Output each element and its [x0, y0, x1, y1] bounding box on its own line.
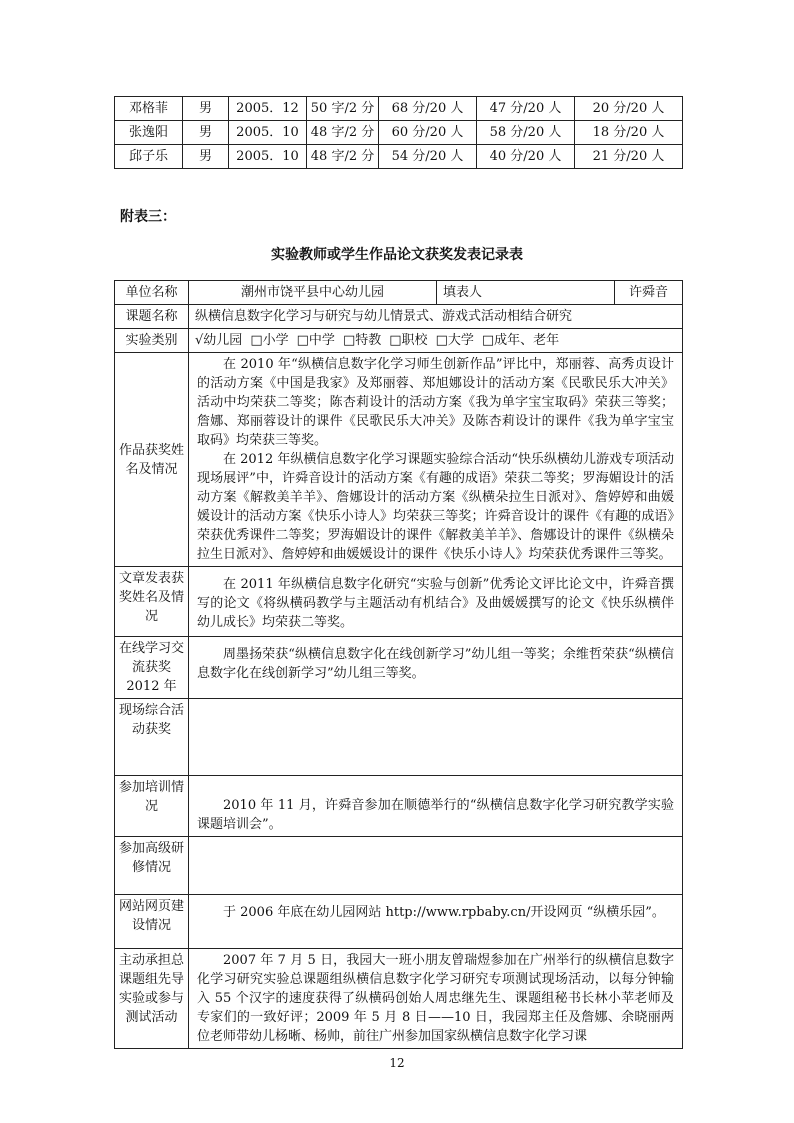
checkbox-icon: □	[481, 333, 495, 348]
works-paragraph-2: 在 2012 年纵横信息数字化学习课题实验综合活动“快乐纵横幼儿游戏专项活动现场展评”中，许舜音设计的活动方案《有趣的成语》荣获二等奖；罗海媚设计的活动方案《解救美羊羊》、詹娜设计的活动方案《纵横朵拉生日派对》、詹婷婷和曲媛媛设计的活动方案《快乐小诗人》均荣获三等奖；许舜音设计的课件《有趣的成语》荣获优秀课件二等奖；罗海媚设计的课件《解救美羊羊》、詹娜设计的课件《纵横朵拉生日派对》、詹婷婷和曲媛媛设计的课件《快乐小诗人》均荣获优秀课件三等奖。	[197, 452, 674, 562]
article-content	[189, 567, 683, 637]
table-cell: 邱子乐	[115, 145, 183, 169]
website-content	[189, 895, 683, 949]
online-paragraph: 周墨扬荣获“纵横信息数字化在线创新学习”幼儿组一等奖；余维哲荣获“纵横信息数字化在线创新学习”幼儿组三等奖。	[197, 647, 674, 681]
appendix-label: 附表三：	[120, 209, 176, 225]
table-cell: 48 字/2 分	[307, 121, 379, 145]
article-paragraph: 在 2011 年纵横信息数字化研究“实验与创新”优秀论文评比论文中，许舜音撰写的论文《将纵横码教学与主题活动有机结合》及曲媛媛撰写的论文《快乐纵横伴幼儿成长》均荣获二等奖。	[197, 577, 674, 630]
filler-label: 填表人	[437, 281, 615, 305]
table-row	[115, 949, 683, 1049]
table-row	[115, 567, 683, 637]
page-number: 12	[389, 1056, 405, 1070]
category-option	[482, 333, 559, 348]
filler-value: 许舜音	[615, 281, 683, 305]
table-cell: 54 分/20 人	[379, 145, 477, 169]
table-cell: 40 分/20 人	[477, 145, 575, 169]
checkbox-icon: □	[435, 333, 448, 348]
topic-value: 纵横信息数字化学习与研究与幼儿情景式、游戏式活动相结合研究	[189, 305, 683, 329]
category-option-label: 特教	[355, 333, 382, 348]
table-row	[115, 353, 683, 567]
active-label: 主动承担总课题组先导实验或参与测试活动	[115, 949, 189, 1049]
website-paragraph: 于 2006 年底在幼儿园网站 http://www.rpbaby.cn/开设网页 “纵横乐园”。	[223, 905, 665, 920]
table-cell: 50 字/2 分	[307, 97, 379, 121]
article-label: 文章发表获奖姓名及情况	[115, 567, 189, 637]
table-row	[115, 699, 683, 776]
category-option	[389, 333, 427, 348]
checkbox-icon: □	[296, 333, 309, 348]
category-option	[297, 333, 335, 348]
onsite-label: 现场综合活动获奖	[115, 699, 189, 776]
website-label: 网站网页建设情况	[115, 895, 189, 949]
table-title: 实验教师或学生作品论文获奖发表记录表	[271, 247, 523, 263]
category-option	[250, 333, 288, 348]
checkbox-icon: □	[389, 333, 402, 348]
table-cell: 2005．12	[229, 97, 307, 121]
category-option-label: 成年、老年	[494, 333, 560, 348]
checkmark-icon: √	[195, 333, 204, 348]
checkbox-icon: □	[342, 333, 356, 348]
table-cell: 18 分/20 人	[575, 121, 683, 145]
works-content	[189, 353, 683, 567]
category-options	[189, 329, 683, 353]
works-paragraph-1: 在 2010 年“纵横信息数字化学习师生创新作品”评比中，郑丽蓉、高秀贞设计的活动方案《中国是我家》及郑丽蓉、郑旭娜设计的活动方案《民歌民乐大冲关》活动中均荣获二等奖；陈杏莉设计的活动方案《我为单字宝宝取码》荣获三等奖；詹娜、郑丽蓉设计的课件《民歌民乐大冲关》及陈杏莉设计的课件《我为单字宝宝取码》均荣获三等奖。	[197, 357, 674, 448]
table-cell: 60 分/20 人	[379, 121, 477, 145]
category-option-label: 职校	[401, 333, 428, 348]
works-label: 作品获奖姓名及情况	[115, 353, 189, 567]
table-cell: 21 分/20 人	[575, 145, 683, 169]
table-row	[115, 121, 683, 145]
table-row	[115, 637, 683, 699]
table-row	[115, 895, 683, 949]
table-cell: 邓格菲	[115, 97, 183, 121]
table-cell: 张逸阳	[115, 121, 183, 145]
training-label: 参加培训情况	[115, 776, 189, 837]
table-row	[115, 329, 683, 353]
table-cell: 男	[183, 121, 229, 145]
table-cell: 20 分/20 人	[575, 97, 683, 121]
table-cell: 58 分/20 人	[477, 121, 575, 145]
table-row	[115, 776, 683, 837]
table-row	[115, 837, 683, 895]
category-option-label: 中学	[308, 333, 335, 348]
table-cell: 男	[183, 145, 229, 169]
table-row	[115, 305, 683, 329]
table-cell: 48 字/2 分	[307, 145, 379, 169]
advanced-label: 参加高级研修情况	[115, 837, 189, 895]
table-row	[115, 97, 683, 121]
online-label: 在线学习交流获奖 2012 年	[115, 637, 189, 699]
table-cell: 2005．10	[229, 145, 307, 169]
category-option-label: 小学	[262, 333, 289, 348]
active-content	[189, 949, 683, 1049]
category-option	[436, 333, 474, 348]
advanced-content	[189, 837, 683, 895]
category-option	[343, 333, 381, 348]
table-cell: 47 分/20 人	[477, 97, 575, 121]
category-label: 实验类别	[115, 329, 189, 353]
checkbox-icon: □	[250, 333, 263, 348]
table-cell: 68 分/20 人	[379, 97, 477, 121]
table-row	[115, 145, 683, 169]
unit-label: 单位名称	[115, 281, 189, 305]
table-cell: 男	[183, 97, 229, 121]
online-content	[189, 637, 683, 699]
category-option-label: 大学	[447, 333, 474, 348]
topic-label: 课题名称	[115, 305, 189, 329]
record-table	[114, 280, 683, 1049]
training-content	[189, 776, 683, 837]
training-paragraph: 2010 年 11 月，许舜音参加在顺德举行的“纵横信息数字化学习研究教学实验课题培训会”。	[197, 798, 674, 832]
category-option-label: 幼儿园	[203, 333, 243, 348]
onsite-content	[189, 699, 683, 776]
table-row	[115, 281, 683, 305]
active-paragraph: 2007 年 7 月 5 日，我园大一班小朋友曾瑞煜参加在广州举行的纵横信息数字化学习研究实验总课题组纵横信息数字化学习研究专项测试现场活动，以每分钟输入 55 个汉字的速度获得了纵横码创始人周忠继先生、课题组秘书长林小苹老师及专家们的一致好评；2009 年 5 月 8 日——10 日，我园郑主任及詹娜、余晓丽两位老师带幼儿杨晰、杨帅，前往广州参加国家纵横信息数字化学习课	[197, 953, 674, 1044]
score-table	[114, 96, 683, 169]
unit-value: 潮州市饶平县中心幼儿园	[189, 281, 437, 305]
category-option	[195, 333, 242, 348]
table-cell: 2005．10	[229, 121, 307, 145]
